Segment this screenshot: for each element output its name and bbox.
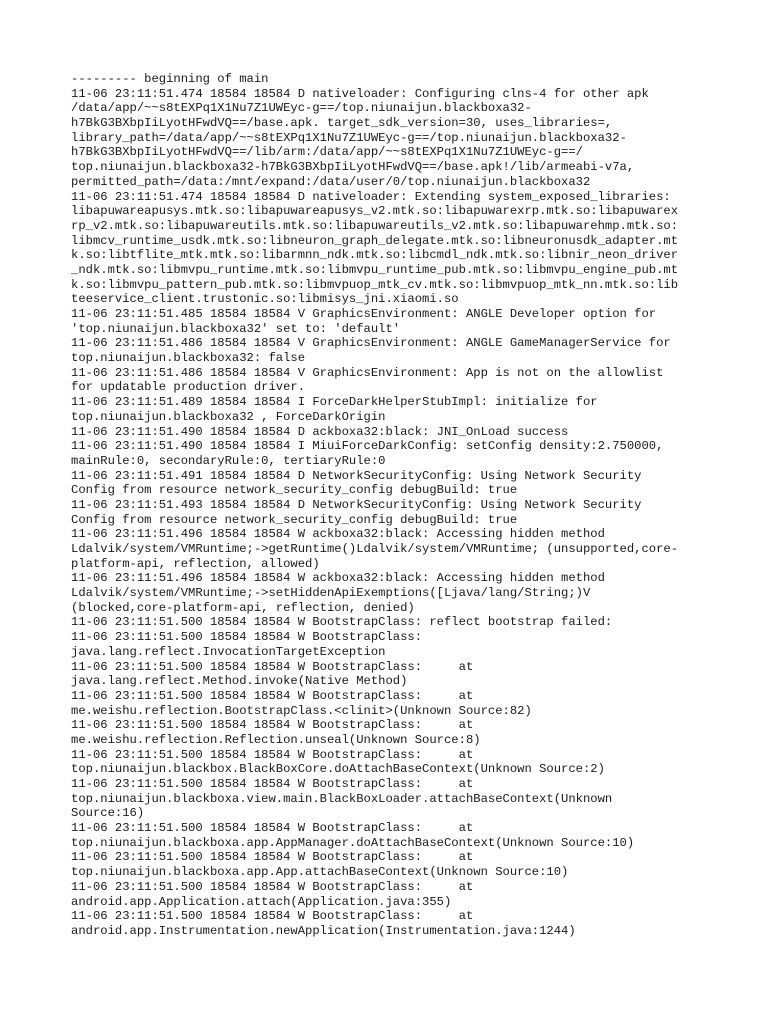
log-line: 11-06 23:11:51.474 18584 18584 D nativeloader: Extending system_exposed_libraries: xyxy=(71,189,671,204)
log-line: teeservice_client.trustonic.so:libmisys_jni.xiaomi.so xyxy=(71,292,459,307)
log-line: mainRule:0, secondaryRule:0, tertiaryRule:0 xyxy=(71,453,386,468)
log-line: 'top.niunaijun.blackboxa32' set to: 'default' xyxy=(71,321,401,336)
log-line: 11-06 23:11:51.489 18584 18584 I ForceDarkHelperStubImpl: initialize for xyxy=(71,395,598,410)
log-line: top.niunaijun.blackboxa32 , ForceDarkOrigin xyxy=(71,409,386,424)
log-line: Config from resource network_security_config debugBuild: true xyxy=(71,512,518,527)
log-line: 11-06 23:11:51.474 18584 18584 D nativeloader: Configuring clns-4 for other apk xyxy=(71,86,649,101)
log-line: for updatable production driver. xyxy=(71,380,306,395)
log-line: top.niunaijun.blackbox.BlackBoxCore.doAttachBaseContext(Unknown Source:2) xyxy=(71,762,605,777)
log-line: libapuwareapusys.mtk.so:libapuwareapusys_v2.mtk.so:libapuwarexrp.mtk.so:libapuwarex xyxy=(71,204,679,219)
log-line: platform-api, reflection, allowed) xyxy=(71,556,320,571)
log-line: Config from resource network_security_config debugBuild: true xyxy=(71,483,518,498)
log-line: 11-06 23:11:51.490 18584 18584 I MiuiForceDarkConfig: setConfig density:2.750000, xyxy=(71,439,664,454)
log-line: 11-06 23:11:51.496 18584 18584 W ackboxa32:black: Accessing hidden method xyxy=(71,571,605,586)
log-line: 11-06 23:11:51.500 18584 18584 W BootstrapClass: at xyxy=(71,879,474,894)
log-line: 11-06 23:11:51.500 18584 18584 W BootstrapClass: xyxy=(71,630,423,645)
log-line: h7BkG3BXbpIiLyotHFwdVQ==/base.apk. target_sdk_version=30, uses_libraries=, xyxy=(71,116,613,131)
log-line: permitted_path=/data:/mnt/expand:/data/user/0/top.niunaijun.blackboxa32 xyxy=(71,174,591,189)
log-line: 11-06 23:11:51.486 18584 18584 V GraphicsEnvironment: App is not on the allowlist xyxy=(71,365,664,380)
log-line: android.app.Instrumentation.newApplication(Instrumentation.java:1244) xyxy=(71,923,576,938)
log-line: Source:16) xyxy=(71,806,145,821)
log-line: Ldalvik/system/VMRuntime;->getRuntime()Ldalvik/system/VMRuntime; (unsupported,core- xyxy=(71,542,679,556)
log-line: 11-06 23:11:51.493 18584 18584 D NetworkSecurityConfig: Using Network Security xyxy=(71,497,642,512)
log-line: libmcv_runtime_usdk.mtk.so:libneuron_graph_delegate.mtk.so:libneuronusdk_adapter.mt xyxy=(71,233,679,248)
log-line: top.niunaijun.blackboxa.view.main.BlackBoxLoader.attachBaseContext(Unknown xyxy=(71,791,613,806)
log-line: 11-06 23:11:51.496 18584 18584 W ackboxa32:black: Accessing hidden method xyxy=(71,527,605,542)
log-document xyxy=(71,72,711,939)
log-line: 11-06 23:11:51.500 18584 18584 W BootstrapClass: at xyxy=(71,850,474,865)
log-line: me.weishu.reflection.BootstrapClass.<clinit>(Unknown Source:82) xyxy=(71,703,532,718)
log-line: _ndk.mtk.so:libmvpu_runtime.mtk.so:libmvpu_runtime_pub.mtk.so:libmvpu_engine_pub.mt xyxy=(71,262,679,277)
log-line: 11-06 23:11:51.500 18584 18584 W BootstrapClass: at xyxy=(71,777,474,791)
log-line: top.niunaijun.blackboxa32-h7BkG3BXbpIiLyotHFwdVQ==/base.apk!/lib/armeabi-v7a, xyxy=(71,160,635,175)
log-line: Ldalvik/system/VMRuntime;->setHiddenApiExemptions([Ljava/lang/String;)V xyxy=(71,586,591,601)
log-line: java.lang.reflect.InvocationTargetException xyxy=(71,644,386,659)
log-line: top.niunaijun.blackboxa32: false xyxy=(71,351,306,366)
log-line: top.niunaijun.blackboxa.app.AppManager.doAttachBaseContext(Unknown Source:10) xyxy=(71,835,635,850)
log-line: (blocked,core-platform-api, reflection, denied) xyxy=(71,600,415,615)
log-line: 11-06 23:11:51.500 18584 18584 W BootstrapClass: at xyxy=(71,688,474,703)
log-line: 11-06 23:11:51.500 18584 18584 W BootstrapClass: at xyxy=(71,718,474,733)
log-line: 11-06 23:11:51.486 18584 18584 V GraphicsEnvironment: ANGLE GameManagerService for xyxy=(71,336,671,351)
log-line: top.niunaijun.blackboxa.app.App.attachBaseContext(Unknown Source:10) xyxy=(71,865,569,880)
log-line: h7BkG3BXbpIiLyotHFwdVQ==/lib/arm:/data/app/~~s8tEXPq1X1Nu7Z1UWEyc-g==/ xyxy=(71,145,583,160)
log-line: k.so:libtflite_mtk.mtk.so:libarmnn_ndk.mtk.so:libcmdl_ndk.mtk.so:libnir_neon_driver xyxy=(71,248,679,263)
log-line: k.so:libmvpu_pattern_pub.mtk.so:libmvpuop_mtk_cv.mtk.so:libmvpuop_mtk_nn.mtk.so:lib xyxy=(71,277,679,292)
log-line: java.lang.reflect.Method.invoke(Native Method) xyxy=(71,674,408,689)
log-line: android.app.Application.attach(Application.java:355) xyxy=(71,894,452,909)
log-line: 11-06 23:11:51.500 18584 18584 W BootstrapClass: reflect bootstrap failed: xyxy=(71,615,613,630)
log-line: 11-06 23:11:51.500 18584 18584 W BootstrapClass: at xyxy=(71,659,474,674)
log-line: 11-06 23:11:51.500 18584 18584 W BootstrapClass: at xyxy=(71,909,474,924)
log-line: /data/app/~~s8tEXPq1X1Nu7Z1UWEyc-g==/top.niunaijun.blackboxa32- xyxy=(71,101,532,116)
log-line: me.weishu.reflection.Reflection.unseal(Unknown Source:8) xyxy=(71,732,481,747)
log-line: library_path=/data/app/~~s8tEXPq1X1Nu7Z1UWEyc-g==/top.niunaijun.blackboxa32- xyxy=(71,130,627,145)
log-line: 11-06 23:11:51.500 18584 18584 W BootstrapClass: at xyxy=(71,821,474,836)
log-line: --------- beginning of main xyxy=(71,72,269,86)
log-line: rp_v2.mtk.so:libapuwareutils.mtk.so:libapuwareutils_v2.mtk.so:libapuwarehmp.mtk.so: xyxy=(71,218,679,233)
log-line: 11-06 23:11:51.485 18584 18584 V GraphicsEnvironment: ANGLE Developer option for xyxy=(71,307,657,321)
log-line: 11-06 23:11:51.490 18584 18584 D ackboxa32:black: JNI_OnLoad success xyxy=(71,424,569,439)
log-line: 11-06 23:11:51.491 18584 18584 D NetworkSecurityConfig: Using Network Security xyxy=(71,468,642,483)
log-line: 11-06 23:11:51.500 18584 18584 W BootstrapClass: at xyxy=(71,747,474,762)
